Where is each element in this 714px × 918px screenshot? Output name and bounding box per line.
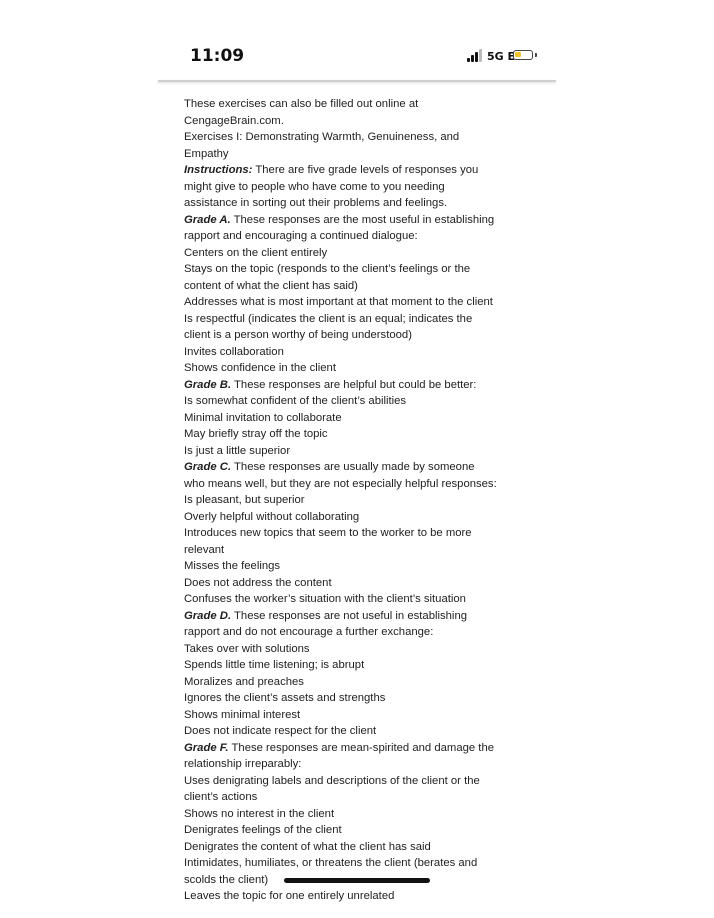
line-text: assistance in sorting out their problems and feelings. — [184, 197, 448, 209]
document-line — [184, 443, 544, 460]
line-text: who means well, but they are not especially helpful responses: — [184, 477, 497, 490]
document-line — [184, 608, 544, 625]
line-text: might give to people who have come to you needing — [184, 180, 445, 193]
document-line — [184, 740, 544, 757]
document-line — [184, 575, 544, 592]
line-text: Minimal invitation to collaborate — [184, 411, 342, 424]
line-text: Is pleasant, but superior — [184, 494, 305, 506]
status-bar — [0, 0, 714, 80]
battery-cap — [535, 53, 537, 57]
document-line — [184, 426, 544, 443]
document-line — [184, 179, 544, 196]
line-heading: Grade F. — [184, 741, 229, 754]
line-text: May briefly stray off the topic — [184, 428, 328, 440]
line-text: rapport and do not encourage a further exchange: — [184, 626, 434, 638]
line-text: Addresses what is most important at that moment to the client — [184, 296, 493, 308]
document-line — [184, 707, 544, 724]
document-line — [184, 327, 544, 344]
line-text: Centers on the client entirely — [184, 246, 328, 259]
line-text: scolds the client) — [184, 873, 269, 886]
document-line — [184, 195, 544, 212]
document-line — [184, 393, 544, 410]
line-text: Takes over with solutions — [184, 642, 310, 655]
document-line — [184, 377, 544, 394]
document-line — [184, 245, 544, 262]
document-line — [184, 806, 544, 823]
line-text: client is a person worthy of being understood) — [184, 329, 412, 341]
document-line — [184, 641, 544, 658]
document-line — [184, 723, 544, 740]
line-text: Moralizes and preaches — [184, 675, 304, 688]
document-line — [184, 311, 544, 328]
home-indicator[interactable] — [284, 878, 430, 883]
document-line — [184, 162, 544, 179]
line-text: Does not address the content — [184, 576, 332, 589]
document-line — [184, 129, 544, 146]
line-heading: Grade C. — [184, 461, 232, 473]
line-text: These responses are usually made by someone — [231, 461, 475, 473]
line-text: These responses are helpful but could be better: — [231, 378, 477, 391]
line-text: Shows no interest in the client — [184, 807, 335, 820]
line-text: Stays on the topic (responds to the client’s feelings or the — [184, 263, 471, 275]
network-label: 5G E — [487, 50, 516, 63]
document-line — [184, 525, 544, 542]
line-text: Empathy — [184, 147, 229, 160]
line-text: There are five grade levels of responses you — [252, 164, 479, 176]
document-line — [184, 888, 544, 905]
line-text: rapport and encouraging a continued dialogue: — [184, 230, 418, 242]
line-text: Intimidates, humiliates, or threatens the client (berates and — [184, 857, 478, 869]
document-line — [184, 855, 544, 872]
line-text: These responses are mean-spirited and damage the — [228, 741, 495, 754]
document-line — [184, 509, 544, 526]
line-text: Exercises I: Demonstrating Warmth, Genuineness, and — [184, 131, 460, 143]
line-text: Misses the feelings — [184, 560, 281, 572]
line-heading: Instructions: — [184, 164, 253, 176]
line-text: Invites collaboration — [184, 345, 284, 358]
line-heading: Grade B. — [184, 378, 232, 391]
document-line — [184, 492, 544, 509]
line-text: Shows minimal interest — [184, 708, 301, 721]
line-text: Ignores the client’s assets and strengths — [184, 692, 386, 704]
document-line — [184, 674, 544, 691]
document-line — [184, 789, 544, 806]
document-line — [184, 212, 544, 229]
document-body[interactable] — [184, 96, 544, 902]
document-line — [184, 228, 544, 245]
line-text: Overly helpful without collaborating — [184, 510, 360, 523]
signal-bars-icon — [467, 49, 483, 62]
line-text: CengageBrain.com. — [184, 114, 284, 127]
line-text: content of what the client has said) — [184, 279, 358, 292]
line-text: These responses are the most useful in establishing — [230, 213, 495, 226]
document-line — [184, 113, 544, 130]
line-text: Is just a little superior — [184, 444, 291, 457]
document-line — [184, 294, 544, 311]
document-line — [184, 146, 544, 163]
document-line — [184, 476, 544, 493]
line-heading: Grade A. — [184, 213, 231, 226]
line-text: client’s actions — [184, 791, 258, 803]
document-line — [184, 459, 544, 476]
document-line — [184, 822, 544, 839]
document-line — [184, 558, 544, 575]
line-text: Shows confidence in the client — [184, 362, 336, 374]
document-line — [184, 690, 544, 707]
line-text: relationship irreparably: — [184, 758, 302, 770]
line-text: Confuses the worker’s situation with the client’s situation — [184, 593, 466, 605]
toolbar-divider — [158, 80, 556, 82]
document-line — [184, 839, 544, 856]
line-text: These responses are not useful in establishing — [231, 609, 468, 622]
battery-icon — [513, 50, 533, 60]
document-line — [184, 344, 544, 361]
line-text: Denigrates the content of what the client has said — [184, 840, 431, 853]
line-text: Does not indicate respect for the client — [184, 725, 377, 737]
document-line — [184, 278, 544, 295]
line-text: Spends little time listening; is abrupt — [184, 659, 365, 671]
line-heading: Grade D. — [184, 609, 232, 622]
document-line — [184, 542, 544, 559]
document-line — [184, 410, 544, 427]
document-line — [184, 624, 544, 641]
document-line — [184, 773, 544, 790]
line-text: Is respectful (indicates the client is an equal; indicates the — [184, 312, 473, 325]
document-line — [184, 261, 544, 278]
line-text: Leaves the topic for one entirely unrelated — [184, 890, 395, 902]
line-text: Denigrates feelings of the client — [184, 824, 342, 836]
line-text: These exercises can also be filled out online at — [184, 98, 419, 110]
line-text: Uses denigrating labels and descriptions of the client or the — [184, 774, 480, 787]
battery-fill — [515, 52, 521, 57]
document-line — [184, 591, 544, 608]
document-line — [184, 360, 544, 377]
line-text: Introduces new topics that seem to the worker to be more — [184, 527, 472, 539]
document-line — [184, 657, 544, 674]
document-line — [184, 96, 544, 113]
line-text: Is somewhat confident of the client’s abilities — [184, 395, 407, 407]
line-text: relevant — [184, 543, 225, 556]
status-time: 11:09 — [190, 46, 245, 66]
document-line — [184, 756, 544, 773]
